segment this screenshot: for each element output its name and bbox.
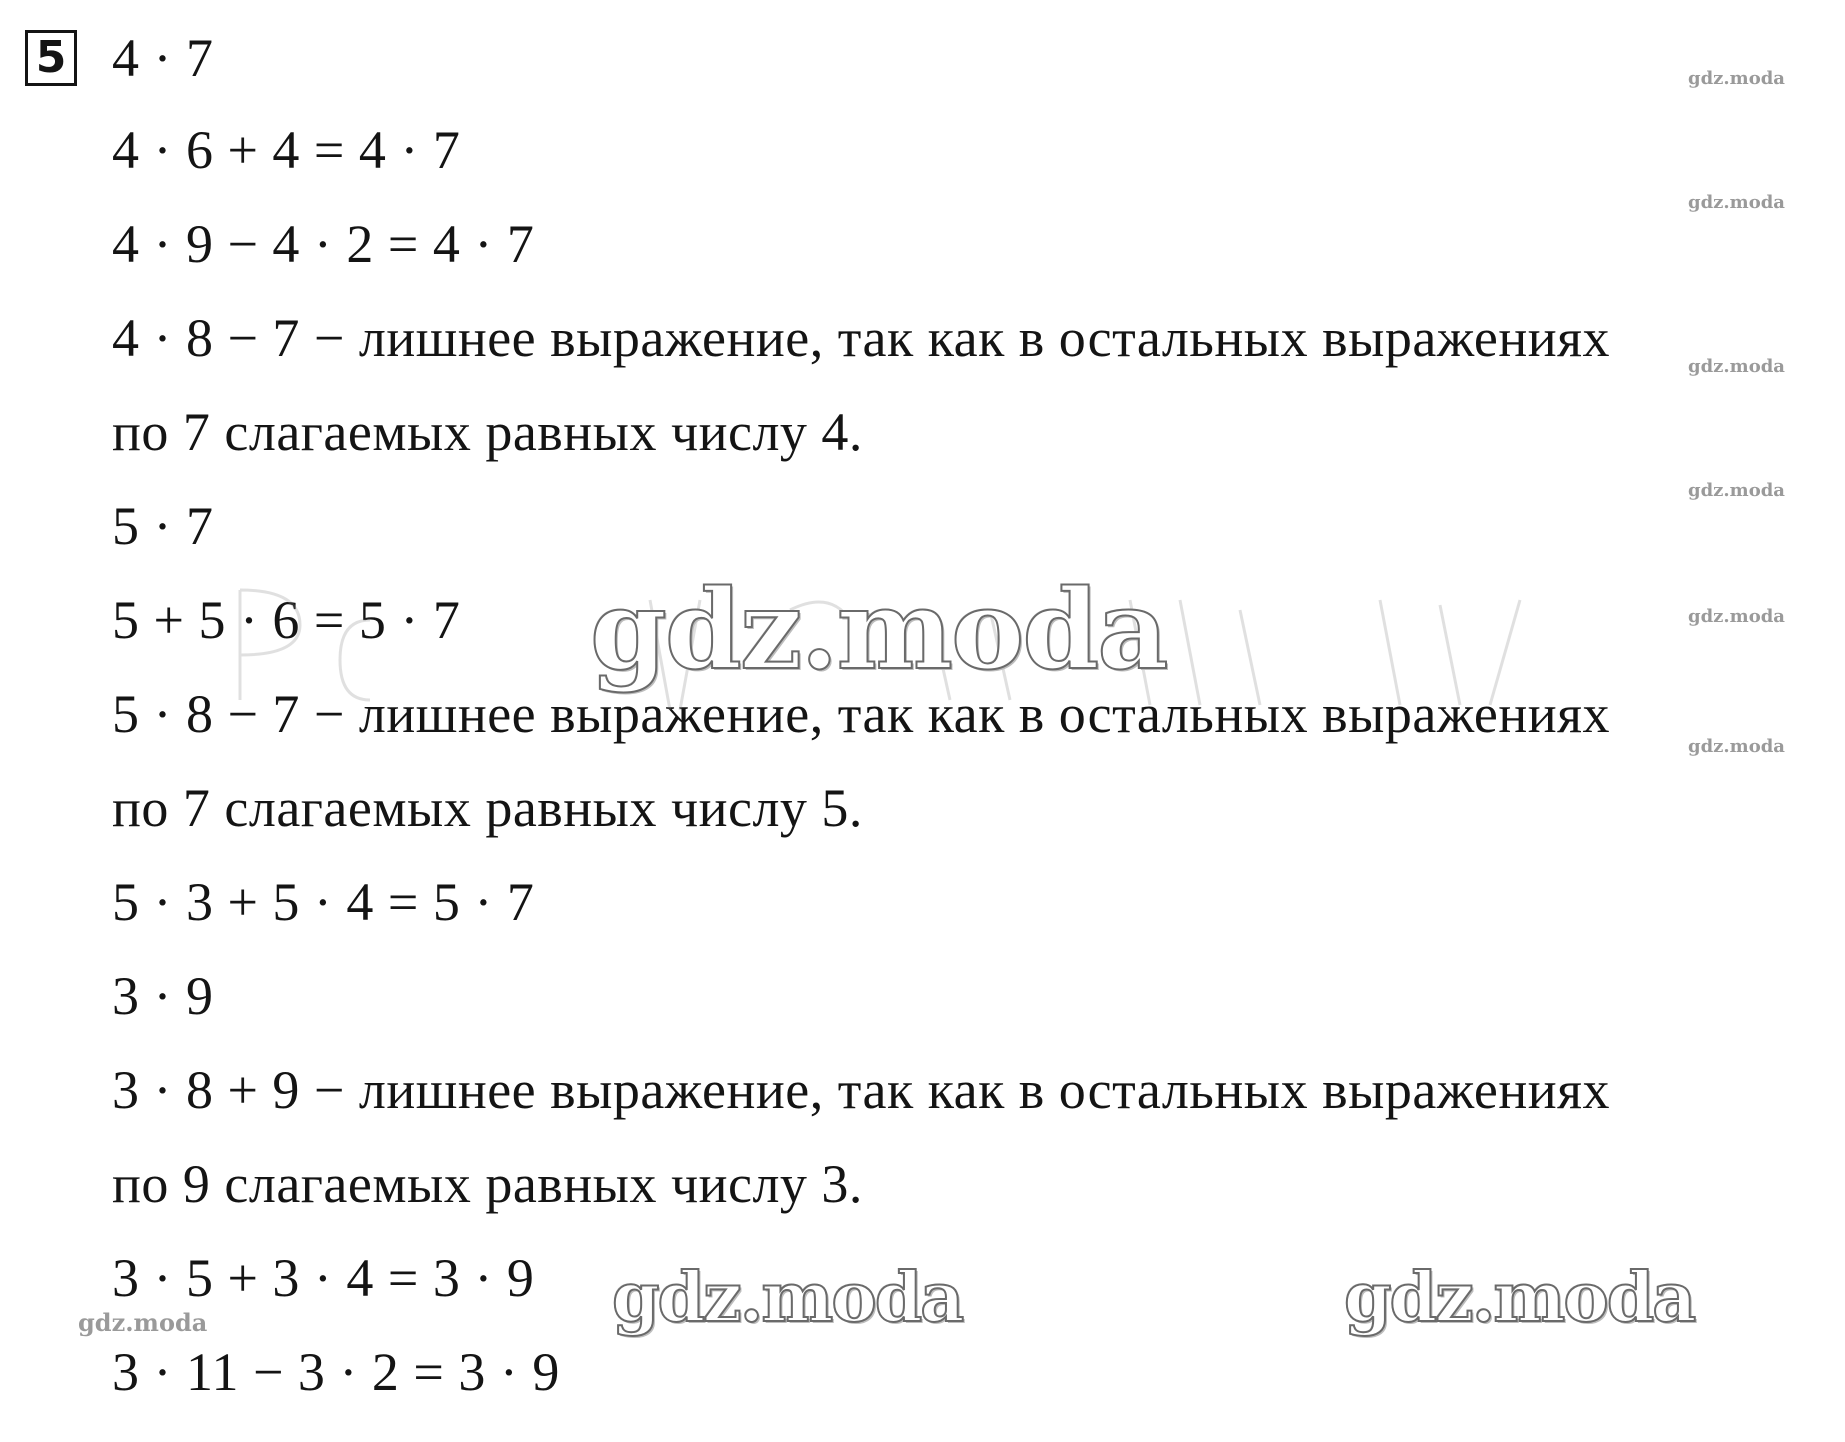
watermark: gdz.moda [1344,1258,1695,1338]
solution-line: 4 · 8 − 7 − лишнее выражение, так как в остальных выражениях [112,308,1611,368]
solution-line: 4 · 9 − 4 · 2 = 4 · 7 [112,214,535,274]
solution-line: по 9 слагаемых равных числу 3. [112,1154,863,1214]
solution-line: 5 · 3 + 5 · 4 = 5 · 7 [112,872,535,932]
watermark: gdz.moda [590,565,1167,694]
solution-line: 3 · 5 + 3 · 4 = 3 · 9 [112,1248,535,1308]
watermark: gdz.moda [612,1258,963,1338]
watermark: gdz.moda [78,1308,208,1337]
watermark: gdz.moda [1688,606,1785,627]
solution-line: 3 · 11 − 3 · 2 = 3 · 9 [112,1342,560,1402]
watermark: gdz.moda [1688,736,1785,757]
solution-line: 4 · 6 + 4 = 4 · 7 [112,120,461,180]
problem-number-badge: 5 [25,30,77,86]
solution-line: 5 · 8 − 7 − лишнее выражение, так как в остальных выражениях [112,684,1611,744]
solution-line: 5 + 5 · 6 = 5 · 7 [112,590,461,650]
solution-line: 5 · 7 [112,496,214,556]
watermark: gdz.moda [1688,356,1785,377]
watermark: gdz.moda [1688,480,1785,501]
solution-line: по 7 слагаемых равных числу 5. [112,778,863,838]
solution-line: по 7 слагаемых равных числу 4. [112,402,863,462]
watermark: gdz.moda [1688,192,1785,213]
watermark: gdz.moda [1688,68,1785,89]
solution-line: 3 · 9 [112,966,214,1026]
solution-line: 3 · 8 + 9 − лишнее выражение, так как в остальных выражениях [112,1060,1611,1120]
solution-line: 4 · 7 [112,28,214,88]
